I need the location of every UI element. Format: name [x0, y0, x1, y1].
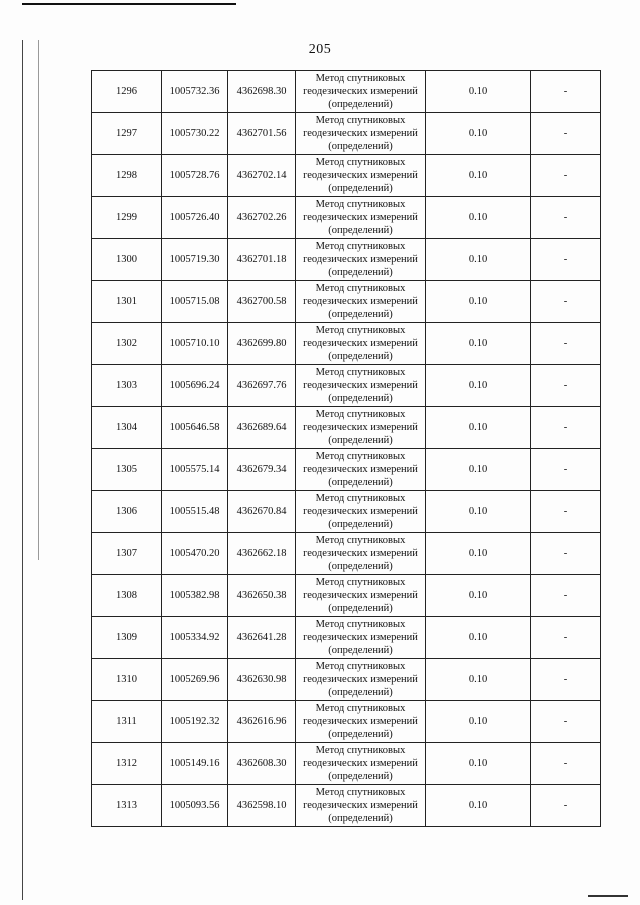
accuracy-cell: 0.10 — [426, 365, 531, 407]
point-number-cell: 1299 — [92, 197, 162, 239]
method-cell — [296, 197, 426, 239]
method-cell — [296, 71, 426, 113]
accuracy-cell: 0.10 — [426, 575, 531, 617]
method-line: Метод спутниковых — [315, 577, 406, 588]
method-line: геодезических измерений — [303, 86, 418, 97]
y-coordinate-cell: 4362670.84 — [228, 491, 296, 533]
note-cell: - — [531, 575, 601, 617]
method-cell — [296, 449, 426, 491]
y-coordinate-cell: 4362689.64 — [228, 407, 296, 449]
x-coordinate-cell: 1005269.96 — [162, 659, 228, 701]
note-cell: - — [531, 407, 601, 449]
x-coordinate-cell: 1005646.58 — [162, 407, 228, 449]
x-coordinate-cell: 1005192.32 — [162, 701, 228, 743]
point-number-cell: 1297 — [92, 113, 162, 155]
accuracy-cell: 0.10 — [426, 281, 531, 323]
table-row — [92, 113, 601, 155]
method-line: Метод спутниковых — [315, 325, 406, 336]
method-line: (определений) — [328, 351, 393, 362]
method-line: Метод спутниковых — [315, 619, 406, 630]
y-coordinate-cell: 4362616.96 — [228, 701, 296, 743]
top-scan-rule — [22, 3, 236, 5]
point-number-cell: 1312 — [92, 743, 162, 785]
method-line: (определений) — [328, 267, 393, 278]
point-number-cell: 1296 — [92, 71, 162, 113]
table-row — [92, 533, 601, 575]
note-cell: - — [531, 323, 601, 365]
method-line: геодезических измерений — [303, 380, 418, 391]
coordinates-table — [91, 70, 601, 827]
x-coordinate-cell: 1005732.36 — [162, 71, 228, 113]
accuracy-cell: 0.10 — [426, 197, 531, 239]
x-coordinate-cell: 1005726.40 — [162, 197, 228, 239]
method-line: геодезических измерений — [303, 590, 418, 601]
y-coordinate-cell: 4362662.18 — [228, 533, 296, 575]
method-cell — [296, 533, 426, 575]
accuracy-cell: 0.10 — [426, 449, 531, 491]
x-coordinate-cell: 1005715.08 — [162, 281, 228, 323]
accuracy-cell: 0.10 — [426, 155, 531, 197]
point-number-cell: 1303 — [92, 365, 162, 407]
accuracy-cell: 0.10 — [426, 533, 531, 575]
method-line: (определений) — [328, 771, 393, 782]
note-cell: - — [531, 239, 601, 281]
table-row — [92, 155, 601, 197]
method-cell — [296, 491, 426, 533]
point-number-cell: 1307 — [92, 533, 162, 575]
note-cell: - — [531, 281, 601, 323]
x-coordinate-cell: 1005515.48 — [162, 491, 228, 533]
method-line: Метод спутниковых — [315, 157, 406, 168]
method-line: Метод спутниковых — [315, 241, 406, 252]
method-line: геодезических измерений — [303, 548, 418, 559]
method-line: геодезических измерений — [303, 128, 418, 139]
method-line: (определений) — [328, 729, 393, 740]
accuracy-cell: 0.10 — [426, 659, 531, 701]
method-line: (определений) — [328, 141, 393, 152]
point-number-cell: 1301 — [92, 281, 162, 323]
method-line: (определений) — [328, 813, 393, 824]
note-cell: - — [531, 71, 601, 113]
note-cell: - — [531, 743, 601, 785]
method-line: (определений) — [328, 99, 393, 110]
x-coordinate-cell: 1005575.14 — [162, 449, 228, 491]
accuracy-cell: 0.10 — [426, 491, 531, 533]
method-cell — [296, 659, 426, 701]
point-number-cell: 1310 — [92, 659, 162, 701]
accuracy-cell: 0.10 — [426, 71, 531, 113]
method-line: геодезических измерений — [303, 674, 418, 685]
method-line: Метод спутниковых — [315, 283, 406, 294]
method-line: геодезических измерений — [303, 170, 418, 181]
y-coordinate-cell: 4362608.30 — [228, 743, 296, 785]
point-number-cell: 1302 — [92, 323, 162, 365]
x-coordinate-cell: 1005696.24 — [162, 365, 228, 407]
method-line: Метод спутниковых — [315, 367, 406, 378]
table-row — [92, 659, 601, 701]
y-coordinate-cell: 4362598.10 — [228, 785, 296, 827]
method-cell — [296, 701, 426, 743]
method-cell — [296, 113, 426, 155]
point-number-cell: 1308 — [92, 575, 162, 617]
table-row — [92, 323, 601, 365]
y-coordinate-cell: 4362650.38 — [228, 575, 296, 617]
accuracy-cell: 0.10 — [426, 701, 531, 743]
table-row — [92, 71, 601, 113]
method-cell — [296, 365, 426, 407]
note-cell: - — [531, 701, 601, 743]
method-line: геодезических измерений — [303, 464, 418, 475]
point-number-cell: 1300 — [92, 239, 162, 281]
method-line: (определений) — [328, 393, 393, 404]
x-coordinate-cell: 1005730.22 — [162, 113, 228, 155]
accuracy-cell: 0.10 — [426, 743, 531, 785]
x-coordinate-cell: 1005728.76 — [162, 155, 228, 197]
x-coordinate-cell: 1005149.16 — [162, 743, 228, 785]
accuracy-cell: 0.10 — [426, 323, 531, 365]
method-line: (определений) — [328, 225, 393, 236]
method-line: (определений) — [328, 561, 393, 572]
bottom-scan-rule — [588, 895, 628, 897]
method-line: геодезических измерений — [303, 716, 418, 727]
y-coordinate-cell: 4362679.34 — [228, 449, 296, 491]
method-cell — [296, 575, 426, 617]
accuracy-cell: 0.10 — [426, 239, 531, 281]
note-cell: - — [531, 617, 601, 659]
binding-margin-line-secondary — [38, 40, 39, 560]
method-line: геодезических измерений — [303, 254, 418, 265]
method-line: Метод спутниковых — [315, 451, 406, 462]
note-cell: - — [531, 491, 601, 533]
accuracy-cell: 0.10 — [426, 785, 531, 827]
y-coordinate-cell: 4362701.18 — [228, 239, 296, 281]
method-line: Метод спутниковых — [315, 661, 406, 672]
method-line: Метод спутниковых — [315, 199, 406, 210]
y-coordinate-cell: 4362701.56 — [228, 113, 296, 155]
table-row — [92, 239, 601, 281]
method-line: Метод спутниковых — [315, 745, 406, 756]
method-line: (определений) — [328, 309, 393, 320]
table-row — [92, 197, 601, 239]
accuracy-cell: 0.10 — [426, 113, 531, 155]
point-number-cell: 1306 — [92, 491, 162, 533]
method-line: (определений) — [328, 603, 393, 614]
x-coordinate-cell: 1005470.20 — [162, 533, 228, 575]
table-row — [92, 575, 601, 617]
point-number-cell: 1313 — [92, 785, 162, 827]
method-line: Метод спутниковых — [315, 535, 406, 546]
y-coordinate-cell: 4362698.30 — [228, 71, 296, 113]
y-coordinate-cell: 4362699.80 — [228, 323, 296, 365]
method-cell — [296, 155, 426, 197]
method-line: Метод спутниковых — [315, 787, 406, 798]
method-cell — [296, 407, 426, 449]
table-row — [92, 281, 601, 323]
method-cell — [296, 323, 426, 365]
point-number-cell: 1304 — [92, 407, 162, 449]
note-cell: - — [531, 155, 601, 197]
method-line: геодезических измерений — [303, 506, 418, 517]
method-line: (определений) — [328, 645, 393, 656]
method-line: геодезических измерений — [303, 422, 418, 433]
method-line: Метод спутниковых — [315, 409, 406, 420]
y-coordinate-cell: 4362702.26 — [228, 197, 296, 239]
accuracy-cell: 0.10 — [426, 407, 531, 449]
y-coordinate-cell: 4362630.98 — [228, 659, 296, 701]
note-cell: - — [531, 365, 601, 407]
table-row — [92, 365, 601, 407]
point-number-cell: 1305 — [92, 449, 162, 491]
method-line: Метод спутниковых — [315, 115, 406, 126]
table-row — [92, 785, 601, 827]
table-row — [92, 617, 601, 659]
table-row — [92, 701, 601, 743]
method-line: Метод спутниковых — [315, 493, 406, 504]
y-coordinate-cell: 4362641.28 — [228, 617, 296, 659]
method-line: (определений) — [328, 687, 393, 698]
method-line: геодезических измерений — [303, 212, 418, 223]
method-line: (определений) — [328, 435, 393, 446]
table-row — [92, 743, 601, 785]
y-coordinate-cell: 4362700.58 — [228, 281, 296, 323]
method-cell — [296, 239, 426, 281]
method-cell — [296, 785, 426, 827]
x-coordinate-cell: 1005710.10 — [162, 323, 228, 365]
method-line: геодезических измерений — [303, 758, 418, 769]
table-row — [92, 491, 601, 533]
accuracy-cell: 0.10 — [426, 617, 531, 659]
note-cell: - — [531, 197, 601, 239]
point-number-cell: 1311 — [92, 701, 162, 743]
note-cell: - — [531, 449, 601, 491]
method-line: геодезических измерений — [303, 296, 418, 307]
note-cell: - — [531, 785, 601, 827]
binding-margin-line — [22, 40, 23, 900]
note-cell: - — [531, 659, 601, 701]
y-coordinate-cell: 4362702.14 — [228, 155, 296, 197]
point-number-cell: 1298 — [92, 155, 162, 197]
method-line: Метод спутниковых — [315, 703, 406, 714]
method-line: (определений) — [328, 183, 393, 194]
method-line: (определений) — [328, 477, 393, 488]
method-cell — [296, 617, 426, 659]
y-coordinate-cell: 4362697.76 — [228, 365, 296, 407]
page-number: 205 — [308, 42, 332, 57]
method-line: геодезических измерений — [303, 632, 418, 643]
point-number-cell: 1309 — [92, 617, 162, 659]
method-cell — [296, 281, 426, 323]
note-cell: - — [531, 533, 601, 575]
coordinates-table-body — [92, 71, 601, 827]
x-coordinate-cell: 1005334.92 — [162, 617, 228, 659]
x-coordinate-cell: 1005719.30 — [162, 239, 228, 281]
x-coordinate-cell: 1005093.56 — [162, 785, 228, 827]
table-row — [92, 449, 601, 491]
method-line: геодезических измерений — [303, 338, 418, 349]
method-line: Метод спутниковых — [315, 73, 406, 84]
note-cell: - — [531, 113, 601, 155]
method-line: (определений) — [328, 519, 393, 530]
method-line: геодезических измерений — [303, 800, 418, 811]
x-coordinate-cell: 1005382.98 — [162, 575, 228, 617]
method-cell — [296, 743, 426, 785]
table-row — [92, 407, 601, 449]
